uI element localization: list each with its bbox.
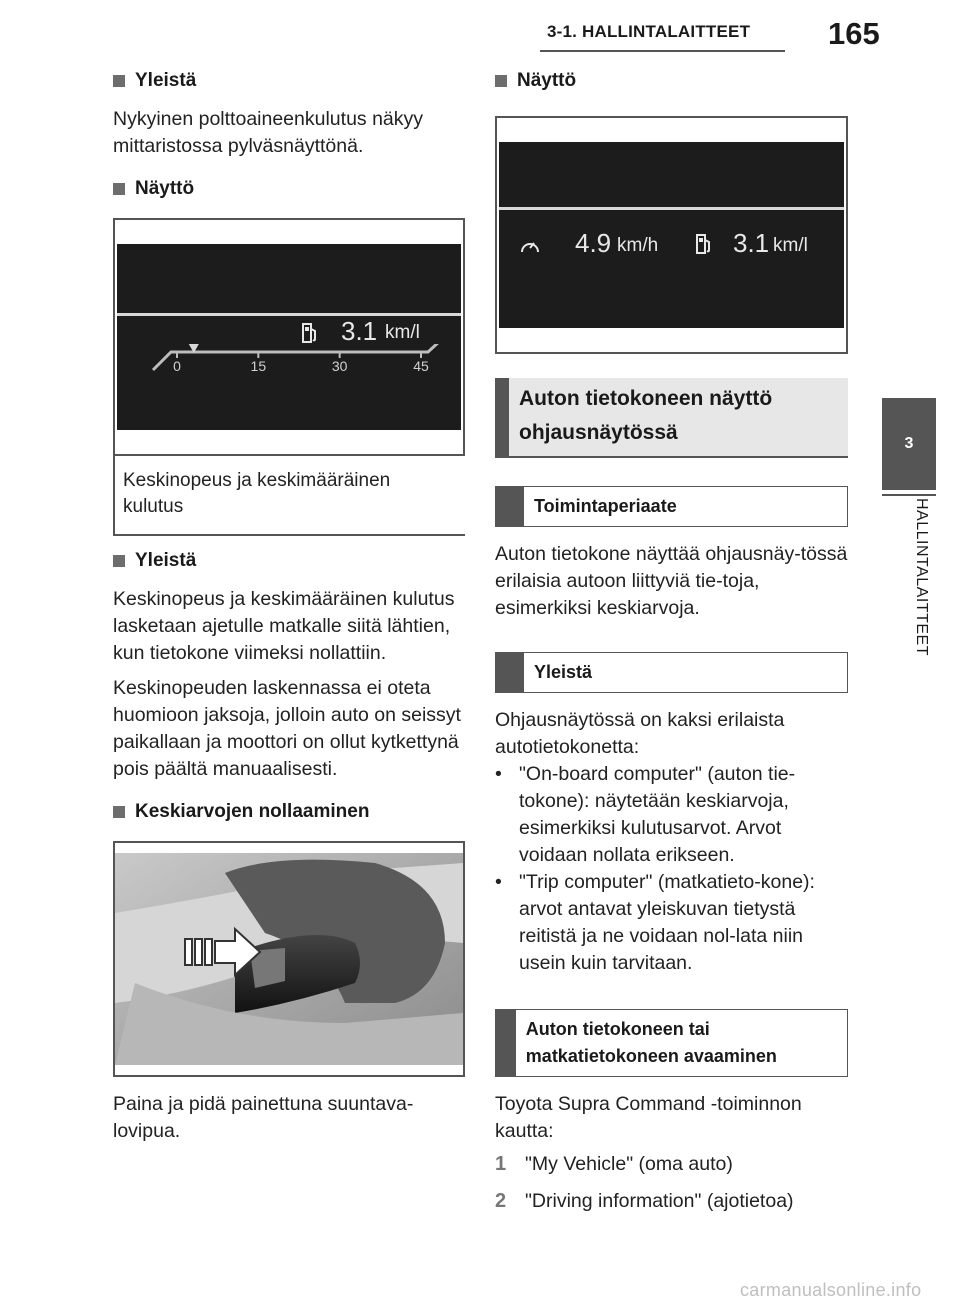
steering-lever-illustration <box>115 853 463 1065</box>
square-bullet-icon <box>495 75 507 87</box>
fuel-pump-icon <box>301 322 319 344</box>
paragraph: Nykyinen polttoaineenkulutus näkyy mittaristossa pylväsnäyttönä. <box>113 108 424 157</box>
fuel-value: 3.1 <box>733 228 770 258</box>
step-item: 2 "Driving information" (ajotietoa) <box>495 1190 794 1212</box>
scale-label: 30 <box>331 358 348 374</box>
screen-divider <box>499 207 844 210</box>
paragraph: Toyota Supra Command -toiminnon kautta: <box>495 1093 802 1142</box>
step-item: 1 "My Vehicle" (oma auto) <box>495 1153 733 1175</box>
scale-label: 15 <box>250 358 267 374</box>
right-column <box>495 70 848 1215</box>
chapter-title: 3-1. HALLINTALAITTEET <box>547 22 751 41</box>
watermark: carmanualsonline.info <box>740 1280 922 1300</box>
label-box: Yleistä <box>495 652 848 693</box>
chapter-tab-rule <box>882 494 936 496</box>
square-bullet-icon <box>113 183 125 195</box>
paragraph: Ohjausnäytössä on kaksi erilaista autotietokonetta: <box>495 709 785 758</box>
page-number: 165 <box>828 16 880 51</box>
speed-value: 4.9 <box>575 228 612 258</box>
onboard-display-figure <box>495 116 848 354</box>
square-bullet-icon <box>113 806 125 818</box>
fuel-pump-icon <box>695 233 713 255</box>
paragraph: Auton tietokone näyttää ohjausnäy-tössä erilaisia autoon liittyviä tie-toja, esimerkiksi keskiarvoja. <box>495 543 848 619</box>
paragraph: Keskinopeus ja keskimääräinen kulutus lasketaan ajetulle matkalle siitä lähtien, kun tietokone viimeksi nollattiin. <box>113 588 455 664</box>
paragraph: Keskinopeuden laskennassa ei oteta huomioon jaksoja, jolloin auto on seissyt paikallaan ja moottori on ollut kytkettynä pois päältä manuaalisesti. <box>113 677 461 780</box>
subheading: Näyttö <box>495 70 848 92</box>
scale-label: 45 <box>413 358 429 374</box>
scale-label: 0 <box>173 358 181 374</box>
header-rule <box>540 50 785 52</box>
subheading: Yleistä <box>113 550 465 572</box>
left-column <box>113 70 465 1145</box>
subheading: Näyttö <box>113 178 465 200</box>
paragraph: Paina ja pidä painettuna suuntava-lovipua. <box>113 1093 414 1142</box>
speed-unit: km/h <box>617 235 659 256</box>
fuel-bar-display-figure <box>113 218 465 456</box>
subheading: Yleistä <box>113 70 465 92</box>
square-bullet-icon <box>113 75 125 87</box>
list-item: • "Trip computer" (matkatieto-kone): arvot antavat yleiskuvan tietystä reitistä ja ne voidaan nol-lata niin usein kuin tarvitaan. <box>495 871 815 974</box>
subheading: Keskiarvojen nollaaminen <box>113 801 465 823</box>
label-box: Toimintaperiaate <box>495 486 848 527</box>
fuel-unit: km/l <box>773 235 808 256</box>
screen-divider <box>117 313 461 316</box>
square-bullet-icon <box>113 555 125 567</box>
fuel-unit: km/l <box>385 322 420 343</box>
fuel-value: 3.1 <box>341 316 378 346</box>
chapter-tab-number: 3 <box>882 398 936 490</box>
label-box: Auton tietokoneen tai matkatietokoneen avaaminen <box>495 1009 848 1077</box>
turn-signal-lever-figure <box>113 841 465 1077</box>
section-heading: Auton tietokoneen näyttö ohjausnäytössä <box>495 378 848 458</box>
list-item: • "On-board computer" (auton tie-tokone): näytetään keskiarvoja, esimerkiksi kulutusarvot. Arvot voidaan nollata erikseen. <box>495 763 796 866</box>
chapter-tab-title: HALLINTALAITTEET <box>913 498 930 656</box>
speedometer-icon <box>519 236 541 256</box>
figure-caption: Keskinopeus ja keskimääräinen kulutus <box>113 456 465 536</box>
